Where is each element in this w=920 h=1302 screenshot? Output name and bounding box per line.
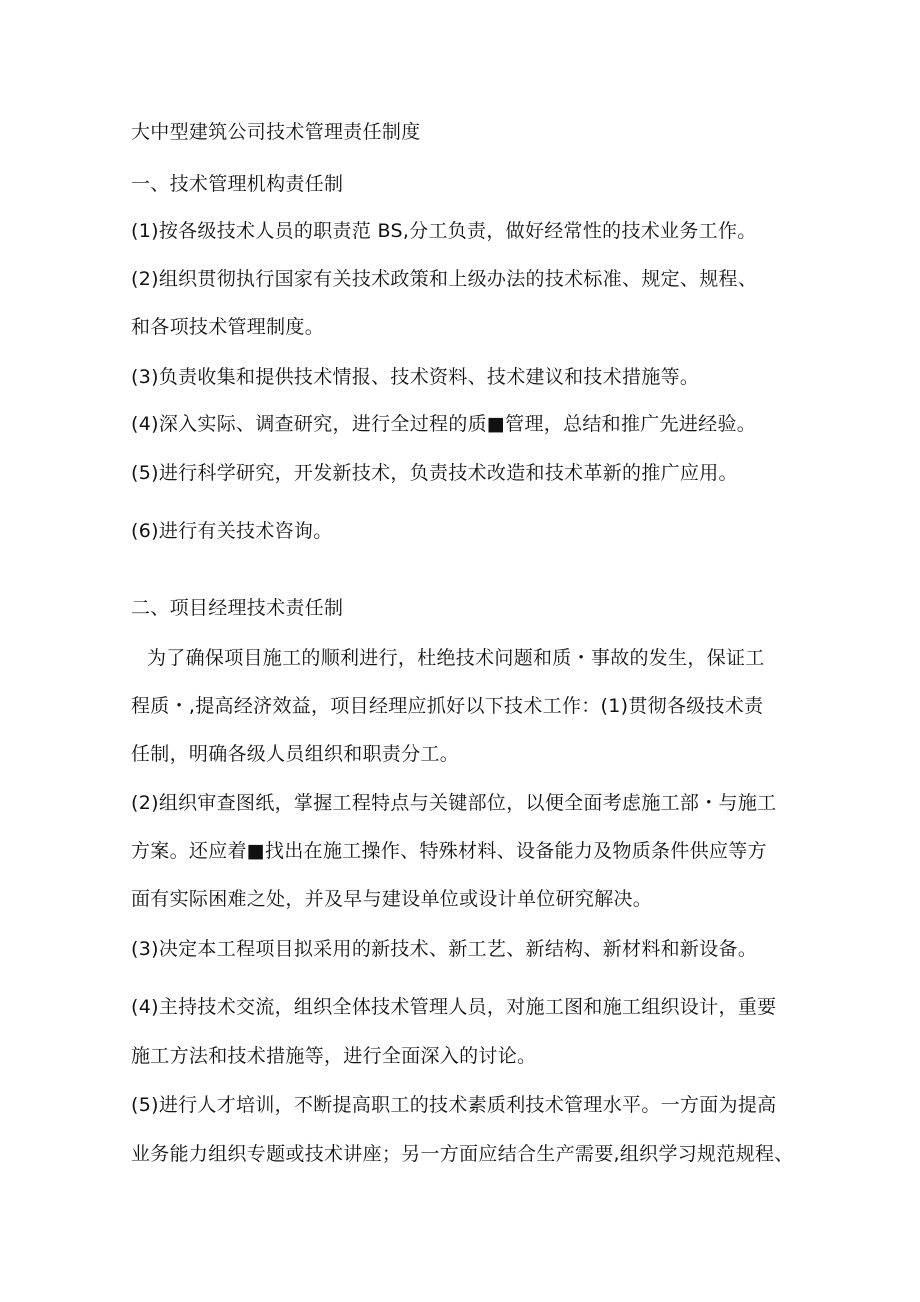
section-1-line-3: 和各项技术管理制度。 <box>131 316 325 338</box>
section-2-line-10: (5)进行人才培训，不断提高职工的技术素质利技术管理水平。一方面为提高 <box>131 1094 777 1116</box>
section-2-line-6: 面有实际困难之处，并及早与建设单位或设计单位研究解决。 <box>131 888 653 910</box>
section-1-line-4: (3)负责收集和提供技术情报、技术资料、技术建议和技术措施等。 <box>131 366 700 388</box>
section-2-line-5: 方案。还应着■找出在施工操作、特殊材料、设备能力及物质条件供应等方 <box>131 840 767 862</box>
section-2-line-3: 任制，明确各级人员组织和职责分工。 <box>131 743 460 765</box>
section-1-line-7: (6)进行有关技术咨询。 <box>131 520 333 542</box>
section-1-line-5: (4)深入实际、调查研究，进行全过程的质■管理，总结和推广先进经验。 <box>131 413 757 435</box>
document-title: 大中型建筑公司技术管理责任制度 <box>131 121 421 143</box>
section-2-line-11: 业务能力组织专题或技术讲座；另一方面应结合生产需要,组织学习规范规程、 <box>131 1143 794 1165</box>
section-2-line-7: (3)决定本工程项目拟采用的新技术、新工艺、新结构、新材料和新设备。 <box>131 938 758 960</box>
section-2-line-1: 为了确保项目施工的顺利进行，杜绝技术问题和质・事故的发生，保证工 <box>147 647 765 669</box>
section-1-heading: 一、技术管理机构责任制 <box>131 173 344 195</box>
section-2-line-4: (2)组织审查图纸，掌握工程特点与关键部位，以便全面考虑施工部・与施工 <box>131 792 777 814</box>
section-2-line-9: 施工方法和技术措施等，进行全面深入的讨论。 <box>131 1045 537 1067</box>
section-1-line-2: (2)组织贯彻执行国家有关技术政策和上级办法的技术标准、规定、规程、 <box>131 268 758 290</box>
section-2-heading: 二、项目经理技术责任制 <box>131 597 344 619</box>
section-1-line-1: (1)按各级技术人员的职责范 BS,分工负责，做好经常性的技术业务工作。 <box>131 220 757 242</box>
section-1-line-6: (5)进行科学研究，开发新技术，负责技术改造和技术革新的推广应用。 <box>131 462 738 484</box>
section-2-line-8: (4)主持技术交流，组织全体技术管理人员，对施工图和施工组织设计，重要 <box>131 996 777 1018</box>
section-2-line-2: 程质・,提高经济效益，项目经理应抓好以下技术工作：(1)贯彻各级技术责 <box>131 695 764 717</box>
